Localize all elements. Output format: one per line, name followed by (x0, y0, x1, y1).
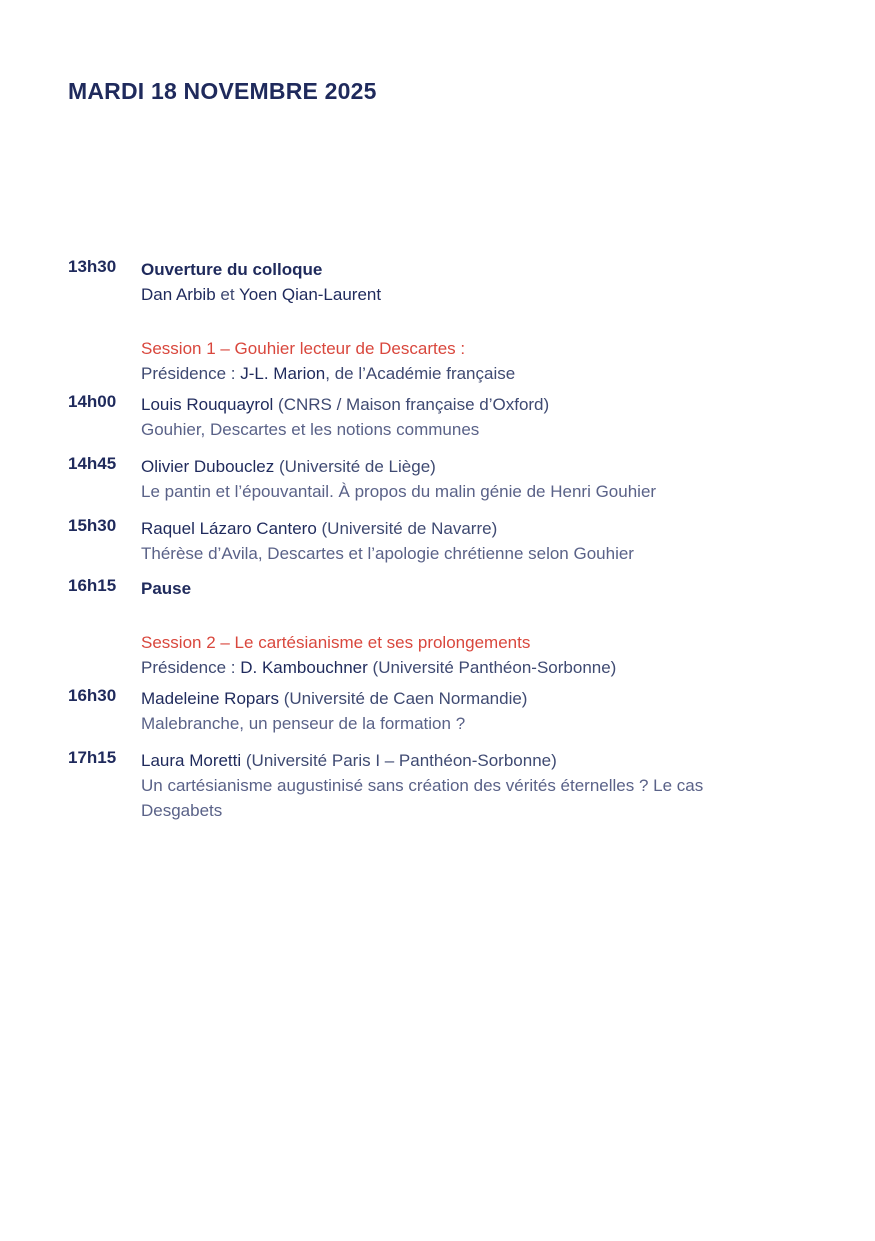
talk-speaker-line (141, 748, 801, 773)
speaker-name: Madeleine Ropars (141, 689, 279, 708)
opening-title: Ouverture du colloque (141, 260, 323, 279)
talk-title: Un cartésianisme augustinisé sans création des vérités éternelles ? Le cas Desgabets (141, 776, 704, 820)
speaker-affiliation: (Université de Caen Normandie) (278, 689, 528, 708)
talk-title: Gouhier, Descartes et les notions communes (141, 420, 480, 439)
session-2-title: Session 2 – Le cartésianisme et ses prolongements (141, 633, 531, 652)
session-2-presidence (141, 655, 801, 680)
speaker-affiliation: (Université de Navarre) (316, 519, 498, 538)
speaker-affiliation: (CNRS / Maison française d’Oxford) (273, 395, 550, 414)
presidence-name: J-L. Marion (240, 364, 326, 383)
speaker-name: Olivier Dubouclez (141, 457, 275, 476)
talk-title: Le pantin et l’épouvantail. À propos du malin génie de Henri Gouhier (141, 482, 657, 501)
time-label: 15h30 (68, 516, 117, 535)
presidence-name: D. Kambouchner (240, 658, 368, 677)
time-label: 14h00 (68, 392, 117, 411)
presidence-label: Présidence : (141, 658, 241, 677)
talk-title: Malebranche, un penseur de la formation ? (141, 714, 466, 733)
speaker-name: Louis Rouquayrol (141, 395, 274, 414)
session-1-title: Session 1 – Gouhier lecteur de Descartes : (141, 339, 466, 358)
opening-conjunction: et (215, 285, 239, 304)
session-1-presidence (141, 361, 801, 386)
time-label: 16h15 (68, 576, 117, 595)
date-heading: MARDI 18 NOVEMBRE 2025 (68, 78, 377, 104)
time-label: 16h30 (68, 686, 117, 705)
speaker-name: Laura Moretti (141, 751, 242, 770)
pause-label: Pause (141, 579, 192, 598)
presidence-label: Présidence : (141, 364, 241, 383)
time-label: 14h45 (68, 454, 117, 473)
speaker-affiliation: (Université de Liège) (274, 457, 436, 476)
speaker-affiliation: (Université Paris I – Panthéon-Sorbonne) (241, 751, 557, 770)
presidence-affiliation: (Université Panthéon-Sorbonne) (367, 658, 617, 677)
talk-speaker-line (141, 392, 801, 417)
talk-speaker-line (141, 686, 801, 711)
talk-speaker-line (141, 516, 801, 541)
time-label: 17h15 (68, 748, 117, 767)
speaker-name: Raquel Lázaro Cantero (141, 519, 317, 538)
presidence-affiliation: , de l’Académie française (325, 364, 516, 383)
opening-speakers (141, 282, 801, 307)
opening-speaker-1: Dan Arbib (141, 285, 216, 304)
talk-speaker-line (141, 454, 801, 479)
opening-speaker-2: Yoen Qian-Laurent (239, 285, 382, 304)
time-label: 13h30 (68, 257, 117, 276)
talk-title: Thérèse d’Avila, Descartes et l’apologie chrétienne selon Gouhier (141, 544, 634, 563)
